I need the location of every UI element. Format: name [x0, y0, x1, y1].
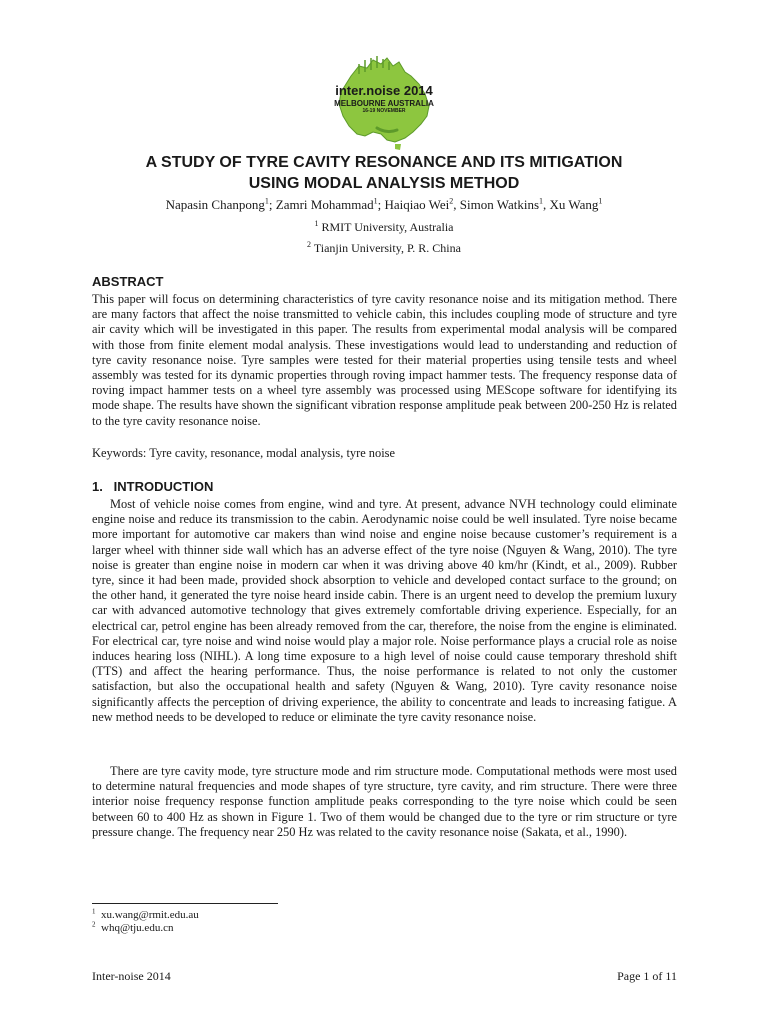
footer-conference: Inter-noise 2014	[92, 969, 171, 983]
footnote-rule	[92, 903, 278, 904]
footer-page-number: Page 1 of 11	[617, 969, 677, 983]
footnote-email: xu.wang@rmit.edu.au	[101, 909, 199, 921]
abstract-heading: ABSTRACT	[92, 274, 164, 289]
author-name: Haiqiao Wei	[384, 197, 450, 212]
keywords: Keywords: Tyre cavity, resonance, modal analysis, tyre noise	[92, 446, 395, 460]
affiliation-mark: 2	[307, 240, 312, 249]
author-separator: ,	[543, 197, 550, 212]
author-separator: ,	[453, 197, 460, 212]
conference-logo	[321, 54, 447, 152]
affiliation-text: Tianjin University, P. R. China	[313, 241, 461, 255]
author-separator: ;	[377, 197, 385, 212]
footnote-mark: 1	[92, 907, 96, 916]
author-list	[0, 196, 768, 214]
introduction-paragraph-1: Most of vehicle noise comes from engine, wind and tyre. At present, advance NVH technology could eliminate engine noise and reduce its transmission to the cabin. Aerodynamic noise could be well insulated. Tyre noise became more important for automotive car makers than wind noise and engine noise because customer’s requirement is a larger wheel with thinner side wall which has an adverse effect of the tyre noise (Nguyen & Wang, 2010). The tyre noise is greater than engine noise in modern car when it was driving above 40 km/hr (Kindt, et al., 2009). Rubber tyre, since it had been made, provided shock absorption to vehicle and developed contact surface to the ground; on the other hand, it generated the tyre noise heard inside cabin. There is an urgent need to develop the premium luxury car with advanced automotive technology that gives extremely comfortable driving experience. Especially, for an electrical car, petrol engine has been already removed from the car, therefore, the noise from the engine is eliminated. For electrical car, tyre noise and wind noise would play a major role. Noise performance plays a crucial role as noise induces hearing loss (NIHL). A long time exposure to a high level of noise could cause temporary threshold shift (TTS) and affect the hearing performance. Thus, the noise performance is related to not only the customer satisfaction, but also the occupational health and safety (Nguyen & Wang, 2010). Tyre cavity resonance noise significantly affects the perception of driving experience, the ability to concentrate and leads to increasing fatigue. A new method needs to be developed to reduce or eliminate the tyre cavity resonance noise.	[92, 497, 677, 724]
footnote-1	[92, 909, 199, 922]
affiliation-mark: 1	[314, 219, 319, 228]
logo-dates: 16-19 NOVEMBER	[362, 108, 406, 114]
author-name: Simon Watkins	[459, 197, 540, 212]
footnote-2	[92, 922, 173, 935]
author-affiliation-mark: 2	[449, 196, 454, 206]
author-name: Zamri Mohammad	[275, 197, 374, 212]
abstract-text: This paper will focus on determining characteristics of tyre cavity resonance noise and its mitigation method. There are many factors that affect the noise transmitted to vehicle cabin, this includes coupling mode of structure and tyre air cavity which will be investigated in this paper. The results from experimental modal analysis will be compared with those from finite element modal analysis. These investigations would lead to understanding and reduction of tyre cavity resonance noise. Tyre samples were tested for their material properties using tensile tests and wheel assembly was tested for its dynamic properties through roving impact hammer tests. The frequency response data of roving impact hammer tests on a wheel tyre assembly was processed using MEScope software for identifying its mode shape. The results have shown the significant vibration response amplitude peak between 200-250 Hz is related to the tyre cavity resonance noise.	[92, 292, 677, 428]
author-name: Xu Wang	[549, 197, 599, 212]
author-affiliation-mark: 1	[373, 196, 378, 206]
logo-location: MELBOURNE AUSTRALIA	[334, 99, 434, 108]
author-affiliation-mark: 1	[598, 196, 603, 206]
introduction-heading: 1. INTRODUCTION	[92, 479, 214, 494]
affiliation-text: RMIT University, Australia	[321, 220, 454, 234]
logo-name: inter.noise 2014	[335, 83, 433, 98]
paper-title	[0, 152, 768, 194]
author-separator: ;	[268, 197, 276, 212]
affiliation-2	[0, 240, 768, 256]
author-name: Napasin Chanpong	[165, 197, 265, 212]
author-affiliation-mark: 1	[264, 196, 269, 206]
paper-title-line-1: A STUDY OF TYRE CAVITY RESONANCE AND ITS MITIGATION	[145, 154, 623, 171]
footnote-mark: 2	[92, 920, 96, 929]
footnote-email: whq@tju.edu.cn	[101, 922, 174, 934]
affiliation-1	[0, 219, 768, 235]
paper-title-line-2: USING MODAL ANALYSIS METHOD	[248, 175, 520, 192]
introduction-paragraph-2: There are tyre cavity mode, tyre structure mode and rim structure mode. Computational methods were most used to determine natural frequencies and mode shapes of tyre structure, tyre cavity, and rim structure. There were three interior noise frequency response function amplitude peaks corresponding to the tyre noise which could be seen between 60 to 400 Hz as shown in Figure 1. Two of them would be changed due to the tyre or rim structure or tyre pressure change. The frequency near 250 Hz was related to the cavity resonance noise (Sakata, et al., 1990).	[92, 764, 677, 839]
author-affiliation-mark: 1	[539, 196, 544, 206]
